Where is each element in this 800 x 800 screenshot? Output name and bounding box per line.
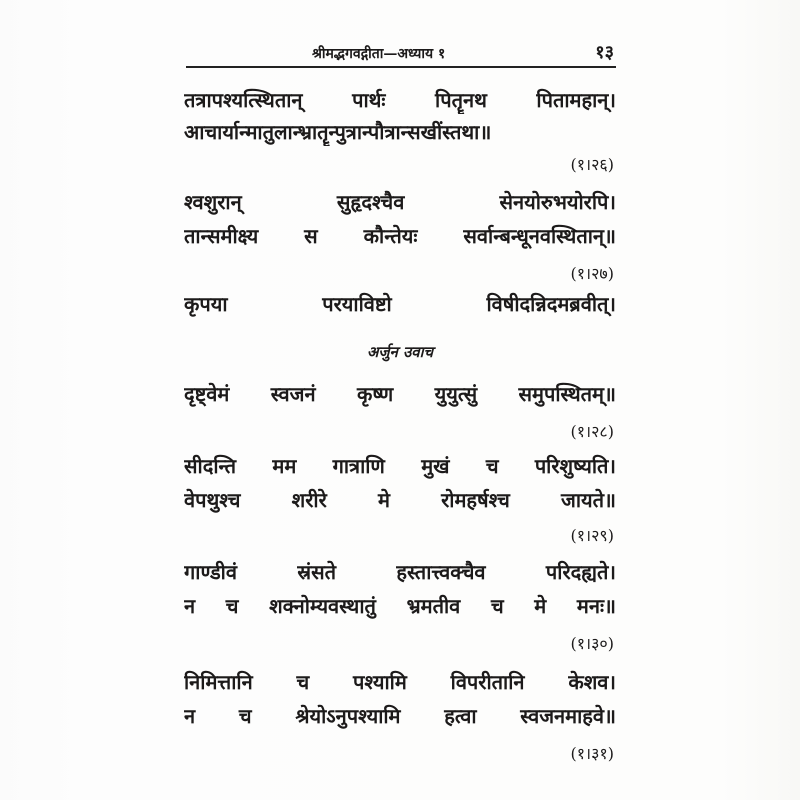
speaker-heading: अर्जुन उवाच xyxy=(366,343,434,361)
verse-line: दृष्ट्वेमं स्वजनं कृष्ण युयुत्सुं समुपस्थितम्॥ xyxy=(184,382,616,406)
verse-number: (१।२७) xyxy=(570,264,614,283)
verse-line: वेपथुश्च शरीरे मे रोमहर्षश्च जायते॥ xyxy=(184,488,616,512)
verse-line: निमित्तानि च पश्यामि विपरीतानि केशव। xyxy=(184,670,616,694)
verse-line: आचार्यान्मातुलान्भ्रातॄन्पुत्रान्पौत्रान्सखींस्तथा॥ xyxy=(184,120,492,144)
verse-line: तत्रापश्यत्स्थितान् पार्थः पितॄनथ पितामहान्। xyxy=(184,88,616,112)
verse-line: न च श्रेयोऽनुपश्यामि हत्वा स्वजनमाहवे॥ xyxy=(184,704,616,728)
header-rule xyxy=(186,66,616,68)
verse-number: (१।२९) xyxy=(570,526,614,545)
verse-number: (१।२६) xyxy=(570,155,614,174)
verse-number: (१।३०) xyxy=(570,634,614,653)
page-number: १३ xyxy=(595,42,614,63)
verse-line: न च शक्नोम्यवस्थातुं भ्रमतीव च मे मनः॥ xyxy=(184,594,616,618)
verse-line: श्वशुरान् सुहृदश्चैव सेनयोरुभयोरपि। xyxy=(184,190,616,214)
verse-line: तान्समीक्ष्य स कौन्तेयः सर्वान्बन्धूनवस्थितान्॥ xyxy=(184,224,616,248)
verse-number: (१।२८) xyxy=(570,422,614,441)
verse-line: कृपया परयाविष्टो विषीदन्निदमब्रवीत्। xyxy=(184,292,616,316)
verse-line: सीदन्ति मम गात्राणि मुखं च परिशुष्यति। xyxy=(184,454,616,478)
verse-number: (१।३१) xyxy=(570,744,614,763)
verse-line: गाण्डीवं स्रंसते हस्तात्त्वक्चैव परिदह्यते। xyxy=(184,560,616,584)
page-header xyxy=(186,38,616,66)
running-title: श्रीमद्भगवद्गीता—अध्याय १ xyxy=(312,46,446,62)
